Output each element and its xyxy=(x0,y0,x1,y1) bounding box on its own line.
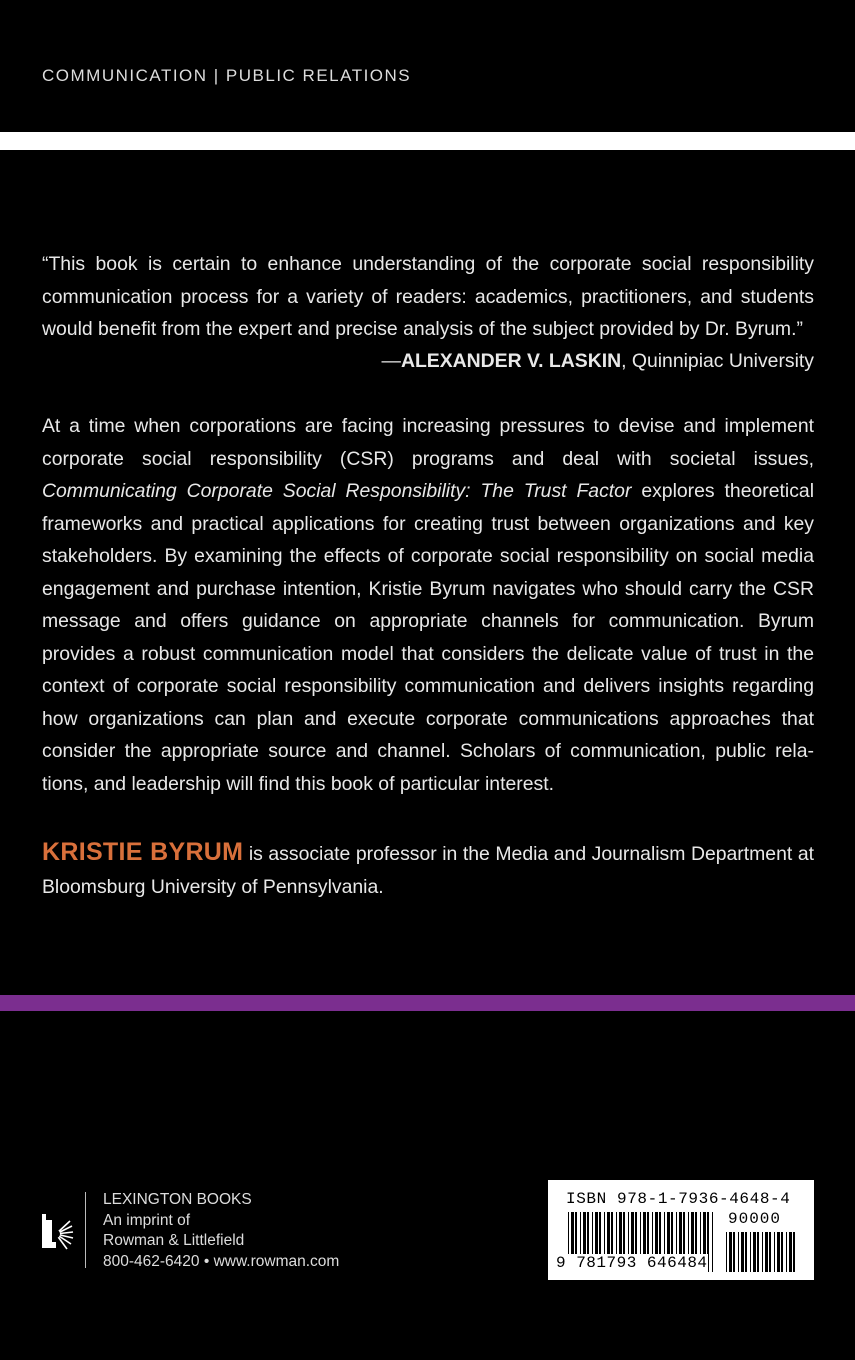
publisher-imprint-line: An imprint of xyxy=(103,1211,191,1229)
barcode-bar xyxy=(726,1232,727,1272)
author-bio-paragraph xyxy=(42,836,814,903)
barcode-bar xyxy=(793,1232,795,1272)
barcode-bar xyxy=(769,1232,771,1272)
subject-category: COMMUNICATION | PUBLIC RELATIONS xyxy=(42,66,412,85)
book-title: Communicating Corporate Social Responsibility: The Trust Factor xyxy=(42,480,632,502)
barcode-bar xyxy=(765,1232,768,1272)
publisher-parent: Rowman & Littlefield xyxy=(103,1232,245,1249)
barcode-bar xyxy=(781,1232,783,1272)
publisher-info xyxy=(103,1190,339,1272)
barcode-bar xyxy=(729,1232,732,1272)
author-name: KRISTIE BYRUM xyxy=(42,838,244,866)
barcode-bar xyxy=(738,1232,739,1272)
description-paragraph xyxy=(42,410,814,800)
isbn-number: ISBN 978-1-7936-4648-4 xyxy=(566,1190,791,1208)
author-bio xyxy=(42,836,814,903)
description-body: explores theoretical frameworks and practical applications for creating trust between organizations and key stakeholders. By examining the effects of corporate social responsibility on social media engagement and purchase intention, Kristie Byrum navigates who should carry the CSR message and offers guidance on appropriate channels for communication. Byrum provides a robust communication model that considers the delicate value of trust in the context of corporate social responsibility communication and delivers insights regarding how organizations can plan and execute corporate communications approaches that consider the appropriate source and channel. Scholars of communication, public relations, and leadership will find this book of particular interest. xyxy=(42,480,815,795)
barcode-bar xyxy=(757,1232,759,1272)
ean-number: 9 781793 646484 xyxy=(556,1254,708,1272)
publisher-name: LEXINGTON BOOKS xyxy=(103,1191,252,1208)
barcode-bar xyxy=(750,1232,751,1272)
price-code: 90000 xyxy=(728,1210,782,1228)
quote-dash: — xyxy=(381,350,401,372)
white-divider-band xyxy=(0,132,855,150)
publisher-divider xyxy=(85,1192,86,1268)
barcode-bar xyxy=(741,1232,744,1272)
author-bio-text: is associate professor in the Media and Journalism Department at Bloomsburg University of Pennsylvania. xyxy=(42,843,814,898)
description-intro: At a time when corporations are facing increasing pressures to devise and implement corporate social responsibility (CSR) programs and deal with societal issues, xyxy=(42,415,814,470)
quote-affiliation: , Quinnipiac University xyxy=(621,350,814,372)
barcode-bar xyxy=(733,1232,735,1272)
barcode-bar xyxy=(753,1232,756,1272)
quote-author: ALEXANDER V. LASKIN xyxy=(400,350,622,372)
barcode-bar xyxy=(777,1232,780,1272)
barcode-bar xyxy=(789,1232,792,1272)
barcode-bar xyxy=(745,1232,747,1272)
endorsement-quote xyxy=(42,248,814,346)
barcode-bar xyxy=(786,1232,787,1272)
quote-text: “This book is certain to enhance understanding of the corporate social responsibility communication process for a variety of readers: academics, practitioners, and students would benefit from the expert and precise analysis of the subject provided by Dr. Byrum.” xyxy=(42,253,814,340)
lexington-logo-icon xyxy=(40,1212,74,1252)
publisher-contact: 800-462-6420 • www.rowman.com xyxy=(103,1252,340,1270)
book-description xyxy=(42,410,814,800)
barcode-bar xyxy=(762,1232,763,1272)
quote-attribution xyxy=(382,345,814,378)
purple-divider-band xyxy=(0,995,855,1011)
barcode-bar xyxy=(774,1232,775,1272)
barcode-bar xyxy=(712,1212,713,1272)
isbn-barcode xyxy=(548,1180,814,1280)
